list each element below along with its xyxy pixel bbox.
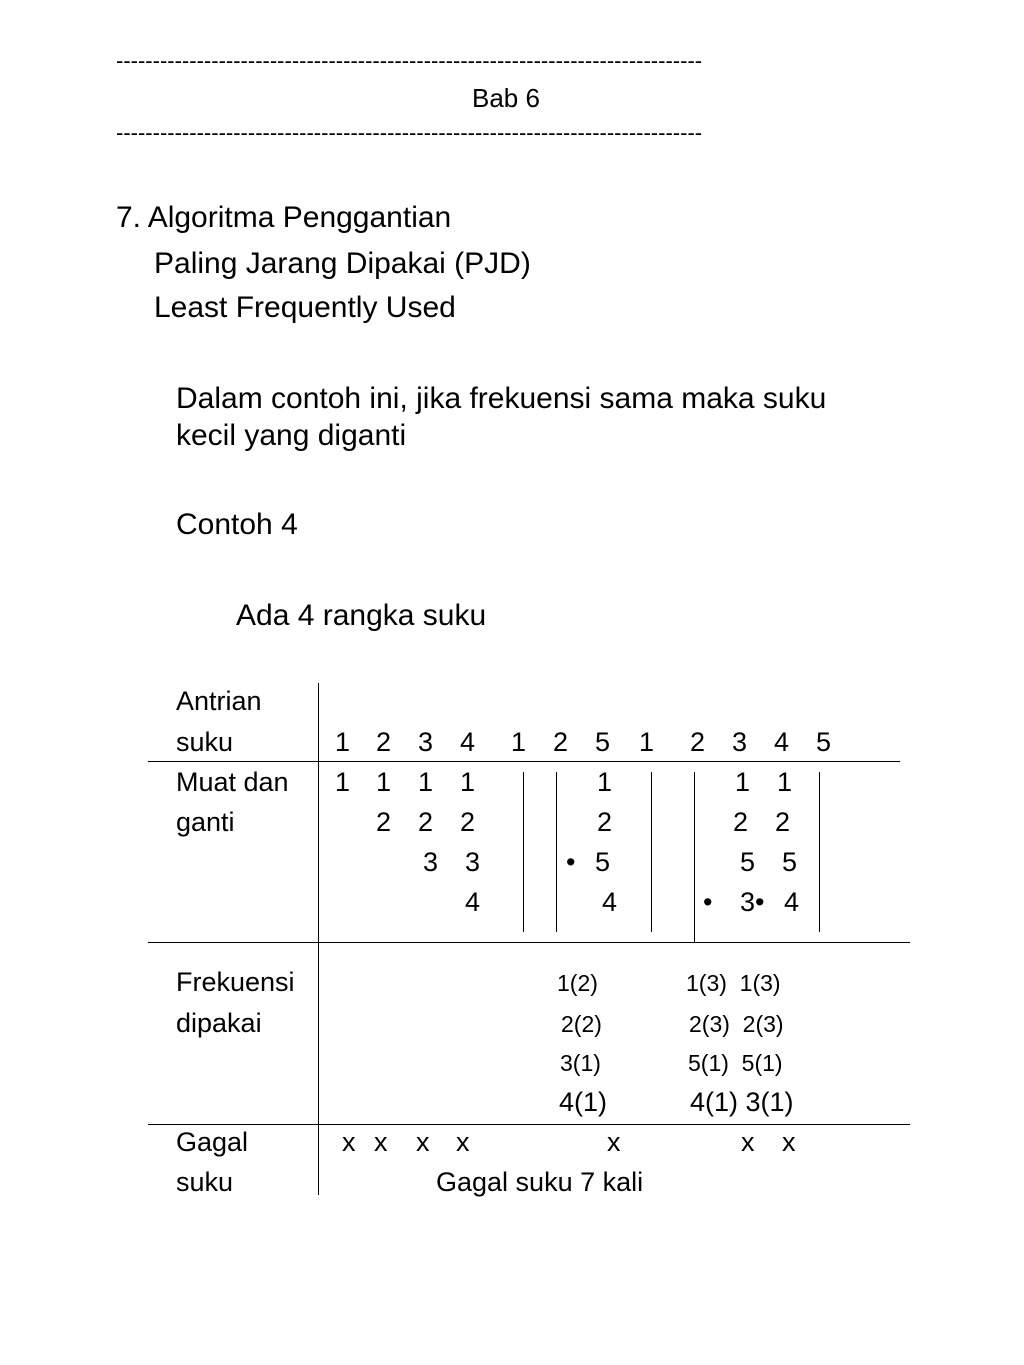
header-dash-top: --------------------------------------------------------------------------------	[116, 48, 703, 73]
table-rule-2	[148, 942, 910, 943]
frame-cell: 3	[465, 847, 481, 877]
frame-cell: 1	[777, 767, 793, 797]
group-divider	[556, 772, 557, 932]
frame-cell: 2	[597, 807, 613, 837]
frame-cell: 1	[335, 767, 351, 797]
queue-item: 2	[690, 727, 706, 757]
frame-cell: 2	[775, 807, 791, 837]
frequency-entry: 2(2)	[561, 1011, 602, 1037]
frame-cell: 2	[733, 807, 749, 837]
queue-item: 2	[553, 727, 569, 757]
frame-cell: 1	[597, 767, 613, 797]
fault-mark: x	[374, 1127, 388, 1157]
fault-mark: x	[607, 1127, 621, 1157]
row-label-load: ganti	[176, 807, 235, 837]
queue-item: 5	[816, 727, 832, 757]
queue-item: 3	[732, 727, 748, 757]
fault-mark: x	[741, 1127, 755, 1157]
queue-item: 1	[639, 727, 655, 757]
fault-summary: Gagal suku 7 kali	[436, 1167, 644, 1197]
queue-item: 4	[460, 727, 476, 757]
fault-mark: x	[456, 1127, 470, 1157]
frame-cell: 4	[602, 887, 618, 917]
table-rule-3	[148, 1124, 910, 1125]
note-line1: Dalam contoh ini, jika frekuensi sama maka suku	[176, 382, 827, 415]
group-divider	[694, 772, 695, 942]
row-label-queue: suku	[176, 727, 234, 757]
frame-cell: 1	[735, 767, 751, 797]
frame-cell: 1	[460, 767, 476, 797]
fault-mark: x	[782, 1127, 796, 1157]
example-label: Contoh 4	[176, 508, 298, 541]
frame-cell: 2	[376, 807, 392, 837]
replace-marker: •	[703, 887, 713, 917]
group-divider	[819, 772, 820, 932]
frame-cell: 5	[595, 847, 611, 877]
frame-cell: 4	[784, 887, 800, 917]
table-rule-1	[148, 761, 900, 762]
row-label-queue: Antrian	[176, 686, 262, 716]
frame-cell: 4	[465, 887, 481, 917]
frequency-entry: 3(1)	[560, 1050, 601, 1076]
frequency-entry: 5(1) 5(1)	[688, 1050, 783, 1076]
frames-note: Ada 4 rangka suku	[236, 599, 487, 632]
frequency-entry: 2(3) 2(3)	[689, 1011, 784, 1037]
queue-item: 1	[335, 727, 351, 757]
frequency-entry: 1(3) 1(3)	[686, 970, 781, 996]
queue-item: 4	[774, 727, 790, 757]
replace-marker: •	[566, 847, 576, 877]
frame-cell: 2	[460, 807, 476, 837]
row-label-page-fault: suku	[176, 1167, 234, 1197]
fault-mark: x	[416, 1127, 430, 1157]
frame-cell: 5	[782, 847, 798, 877]
queue-item: 1	[511, 727, 527, 757]
row-label-frequency: dipakai	[176, 1008, 262, 1038]
frequency-entry: 4(1)	[559, 1087, 608, 1117]
frame-cell: 3•	[740, 887, 765, 917]
fault-mark: x	[342, 1127, 356, 1157]
queue-item: 2	[376, 727, 392, 757]
row-label-frequency: Frekuensi	[176, 967, 295, 997]
frame-cell: 1	[418, 767, 434, 797]
row-label-page-fault: Gagal	[176, 1127, 249, 1157]
queue-item: 5	[595, 727, 611, 757]
section-title-line1: 7. Algoritma Penggantian	[116, 201, 452, 234]
frame-cell: 1	[376, 767, 392, 797]
frequency-entry: 1(2)	[557, 970, 598, 996]
frame-cell: 2	[418, 807, 434, 837]
note-line2: kecil yang diganti	[176, 419, 407, 452]
section-title-line3: Least Frequently Used	[154, 291, 456, 324]
frequency-entry: 4(1) 3(1)	[690, 1087, 794, 1117]
frame-cell: 3	[423, 847, 439, 877]
queue-item: 3	[418, 727, 434, 757]
section-title-line2: Paling Jarang Dipakai (PJD)	[154, 247, 531, 280]
frame-cell: 5	[740, 847, 756, 877]
row-label-load: Muat dan	[176, 767, 289, 797]
group-divider	[651, 772, 652, 932]
chapter-title: Bab 6	[472, 83, 540, 113]
header-dash-bottom: --------------------------------------------------------------------------------	[116, 120, 703, 145]
group-divider	[523, 772, 524, 932]
table-divider-vertical	[318, 683, 319, 1195]
